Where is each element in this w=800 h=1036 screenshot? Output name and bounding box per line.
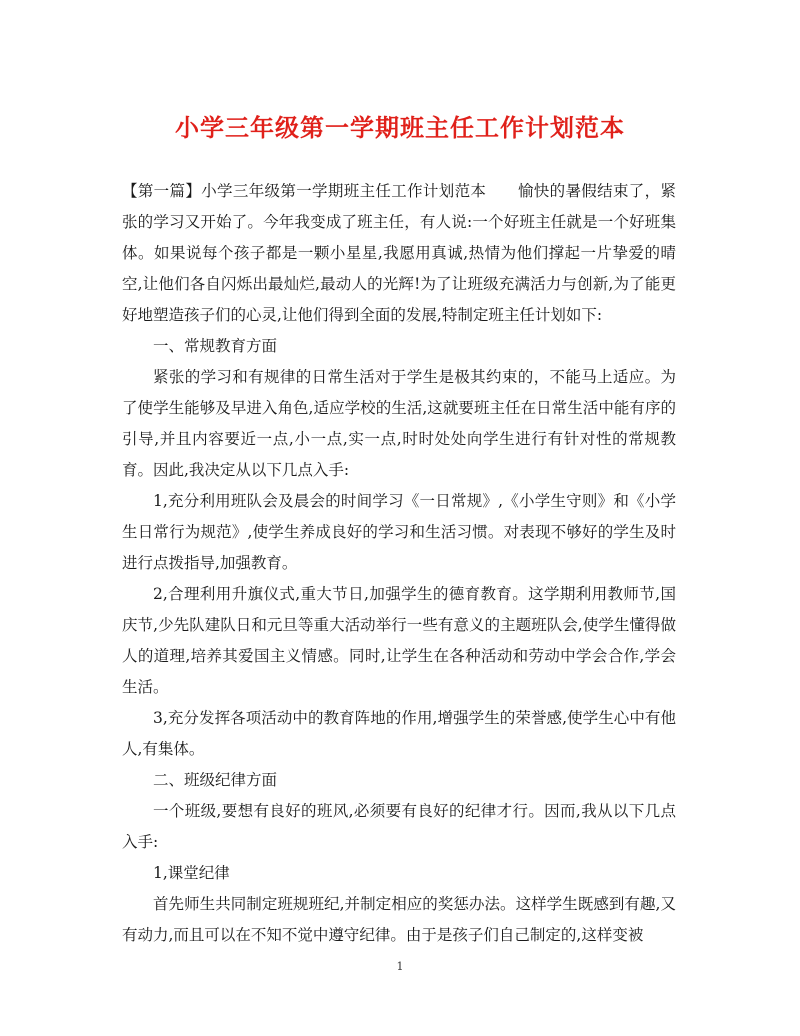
page-number: 1 <box>396 960 404 973</box>
list-item-1: 1,充分利用班队会及晨会的时间学习《一日常规》,《小学生守则》和《小学生日常行为规范》,使学生养成良好的学习和生活习惯。对表现不够好的学生及时进行点拨指导,加强教育。 <box>122 492 676 572</box>
list-item-3: 3,充分发挥各项活动中的教育阵地的作用,增强学生的荣誉感,使学生心中有他人,有集体。 <box>122 709 676 758</box>
document-title: 小学三年级第一学期班主任工作计划范本 <box>175 113 625 142</box>
intro-paragraph: 【第一篇】小学三年级第一学期班主任工作计划范本 愉快的暑假结束了，紧张的学习又开始了。今年我变成了班主任，有人说:一个好班主任就是一个好班集体。如果说每个孩子都是一颗小星星,我愿用真诚,热情为他们撑起一片挚爱的晴空,让他们各自闪烁出最灿烂,最动人的光辉!为了让班级充满活力与创新,为了能更好地塑造孩子们的心灵,让他们得到全面的发展,特制定班主任计划如下: <box>122 182 676 324</box>
section-heading-class-discipline: 二、班级纪律方面 <box>153 771 278 789</box>
subheading-classroom-discipline: 1,课堂纪律 <box>153 864 230 882</box>
routine-education-paragraph: 紧张的学习和有规律的日常生活对于学生是极其约束的，不能马上适应。为了使学生能够及早进入角色,适应学校的生活,这就要班主任在日常生活中能有序的引导,并且内容要近一点,小一点,实一点,时时处处向学生进行有针对性的常规教育。因此,我决定从以下几点入手: <box>122 368 676 479</box>
document-body <box>122 176 676 951</box>
list-item-2: 2,合理利用升旗仪式,重大节日,加强学生的德育教育。这学期利用教师节,国庆节,少先队建队日和元旦等重大活动举行一些有意义的主题班队会,使学生懂得做人的道理,培养其爱国主义情感。同时,让学生在各种活动和劳动中学会合作,学会生活。 <box>122 585 676 696</box>
classroom-discipline-paragraph: 首先师生共同制定班规班纪,并制定相应的奖惩办法。这样学生既感到有趣,又有动力,而且可以在不知不觉中遵守纪律。由于是孩子们自己制定的,这样变被 <box>122 895 676 944</box>
class-discipline-paragraph: 一个班级,要想有良好的班风,必须要有良好的纪律才行。因而,我从以下几点入手: <box>122 802 676 851</box>
section-heading-routine-education: 一、常规教育方面 <box>153 337 278 355</box>
